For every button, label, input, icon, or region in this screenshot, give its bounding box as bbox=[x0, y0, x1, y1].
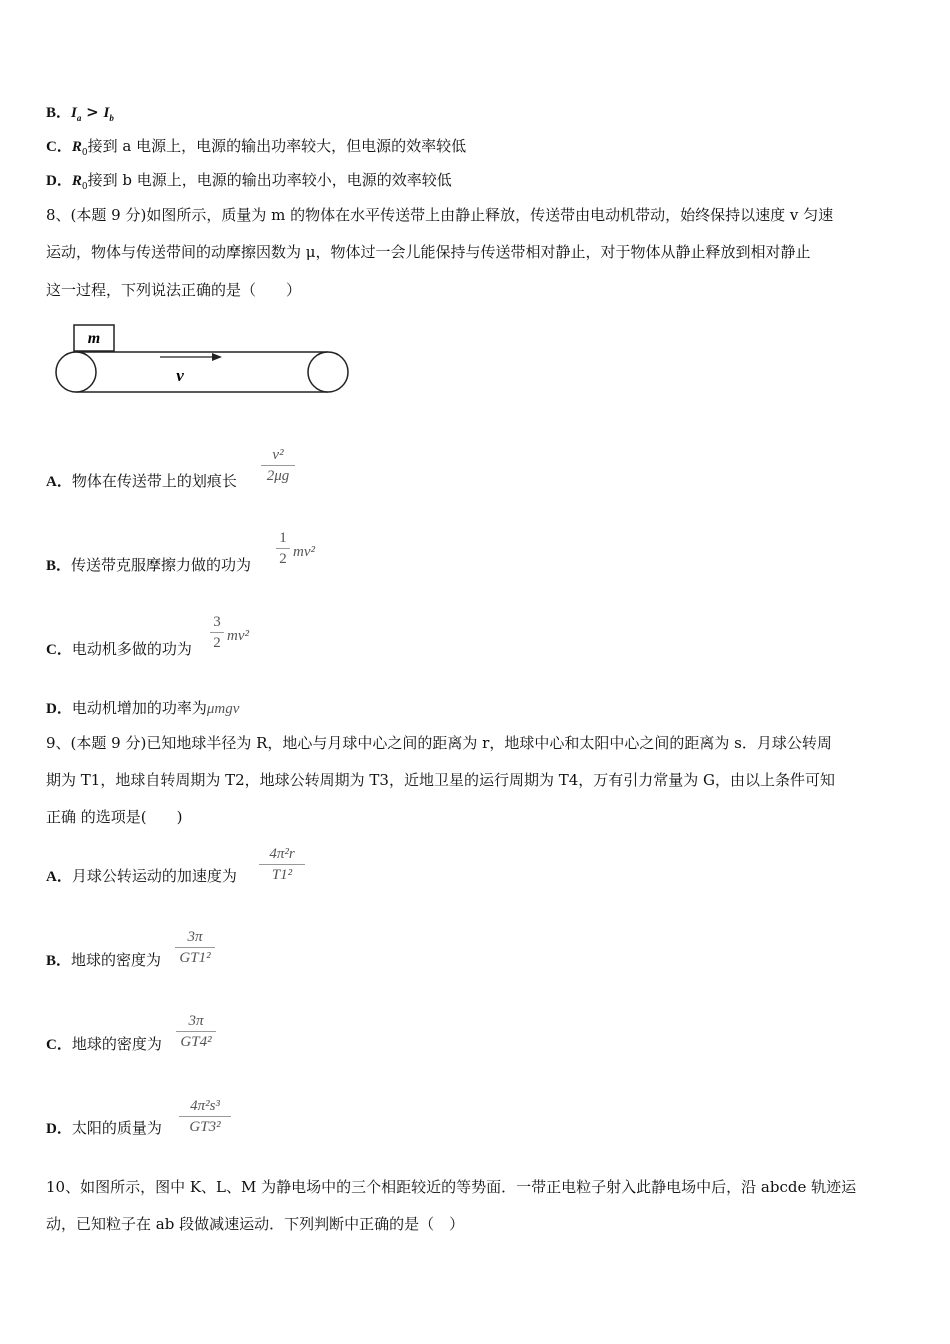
option-text: 太阳的质量为 bbox=[71, 1119, 162, 1137]
q10-stem-line1: 10、如图所示，图中 K、L、M 为静电场中的三个相距较近的等势面．一带正电粒子射入此静电场中后，沿 abcde 轨迹运 bbox=[46, 1178, 857, 1196]
velocity-arrowhead bbox=[212, 353, 222, 361]
option-label: B． bbox=[46, 105, 72, 121]
q8-a-fraction: v² 2μg bbox=[261, 446, 295, 485]
option-text: 月球公转运动的加速度为 bbox=[71, 867, 237, 885]
option-text: 电动机增加的功率为 bbox=[71, 699, 207, 717]
conveyor-belt-figure bbox=[50, 318, 360, 400]
question-points: (本题 9 分) bbox=[70, 734, 147, 752]
q8-stem-line1: 8、(本题 9 分)如图所示，质量为 m 的物体在水平传送带上由静止释放，传送带由电动机带动，始终保持以速度 v 匀速 bbox=[46, 206, 834, 224]
option-label: D． bbox=[46, 1121, 72, 1137]
q7-option-b: B．$I_a > I_b$ bbox=[46, 103, 114, 123]
question-number: 8、 bbox=[46, 206, 71, 224]
option-label: C． bbox=[46, 1037, 72, 1053]
option-text: 接到 a 电源上，电源的输出功率较大，但电源的效率较低 bbox=[87, 137, 467, 155]
option-label: D． bbox=[46, 173, 72, 189]
question-number: 9、 bbox=[46, 734, 71, 752]
q8-option-b bbox=[46, 555, 251, 576]
q9-stem-line3: 正确 的选项是( ) bbox=[46, 808, 183, 826]
option-expr: μmgv bbox=[206, 701, 240, 717]
option-text: 地球的密度为 bbox=[71, 1035, 162, 1053]
q10-stem-line2: 动，已知粒子在 ab 段做减速运动．下列判断中正确的是（ ） bbox=[46, 1215, 465, 1233]
q8-option-c bbox=[46, 639, 192, 660]
q9-option-a bbox=[46, 866, 237, 887]
q9-option-d bbox=[46, 1118, 162, 1139]
q7-option-d: D．$R_0$接到 b 电源上，电源的输出功率较小，电源的效率较低 bbox=[46, 171, 452, 192]
q8-c-tail: mv² bbox=[227, 628, 249, 644]
option-text: 电动机多做的功为 bbox=[71, 640, 192, 658]
option-text: 地球的密度为 bbox=[71, 951, 162, 969]
q8-stem-line2: 运动，物体与传送带间的动摩擦因数为 μ，物体过一会儿能保持与传送带相对静止，对于物体从静止释放到相对静止 bbox=[46, 243, 811, 261]
q8-b-tail: mv² bbox=[293, 544, 315, 560]
option-label: C． bbox=[46, 139, 72, 155]
left-roller bbox=[56, 352, 96, 392]
option-label: C． bbox=[46, 642, 72, 658]
q8-option-d bbox=[46, 698, 239, 719]
question-points: (本题 9 分) bbox=[70, 206, 147, 224]
q9-stem-line2: 期为 T1，地球自转周期为 T2，地球公转周期为 T3，近地卫星的运行周期为 T4，万有引力常量为 G，由以上条件可知 bbox=[46, 771, 836, 789]
option-label: B． bbox=[46, 558, 72, 574]
right-roller bbox=[308, 352, 348, 392]
q8-stem-line3: 这一过程，下列说法正确的是（ ） bbox=[46, 281, 302, 299]
option-label: B． bbox=[46, 953, 72, 969]
q9-d-fraction: 4π²s³ GT3² bbox=[179, 1097, 231, 1136]
option-text: 传送带克服摩擦力做的功为 bbox=[71, 556, 252, 574]
q9-a-fraction: 4π²r T1² bbox=[259, 845, 305, 884]
q8-b-fraction: 1 2 bbox=[276, 529, 290, 568]
option-text: 物体在传送带上的划痕长 bbox=[71, 472, 237, 490]
q8-option-a bbox=[46, 471, 237, 492]
q9-b-fraction: 3π GT1² bbox=[175, 928, 215, 967]
q9-c-fraction: 3π GT4² bbox=[176, 1012, 216, 1051]
velocity-label: v bbox=[176, 366, 184, 385]
option-label: A． bbox=[46, 474, 72, 490]
option-label: A． bbox=[46, 869, 72, 885]
mass-label: m bbox=[87, 330, 101, 347]
q8-c-fraction: 3 2 bbox=[210, 613, 224, 652]
option-text: 接到 b 电源上，电源的输出功率较小，电源的效率较低 bbox=[87, 171, 452, 189]
q9-option-b bbox=[46, 950, 161, 971]
option-label: D． bbox=[46, 701, 72, 717]
q9-stem-line1: 9、(本题 9 分)已知地球半径为 R，地心与月球中心之间的距离为 r，地球中心和太阳中心之间的距离为 s．月球公转周 bbox=[46, 734, 832, 752]
q7-option-c: C．$R_0$接到 a 电源上，电源的输出功率较大，但电源的效率较低 bbox=[46, 137, 467, 158]
q9-option-c bbox=[46, 1034, 162, 1055]
